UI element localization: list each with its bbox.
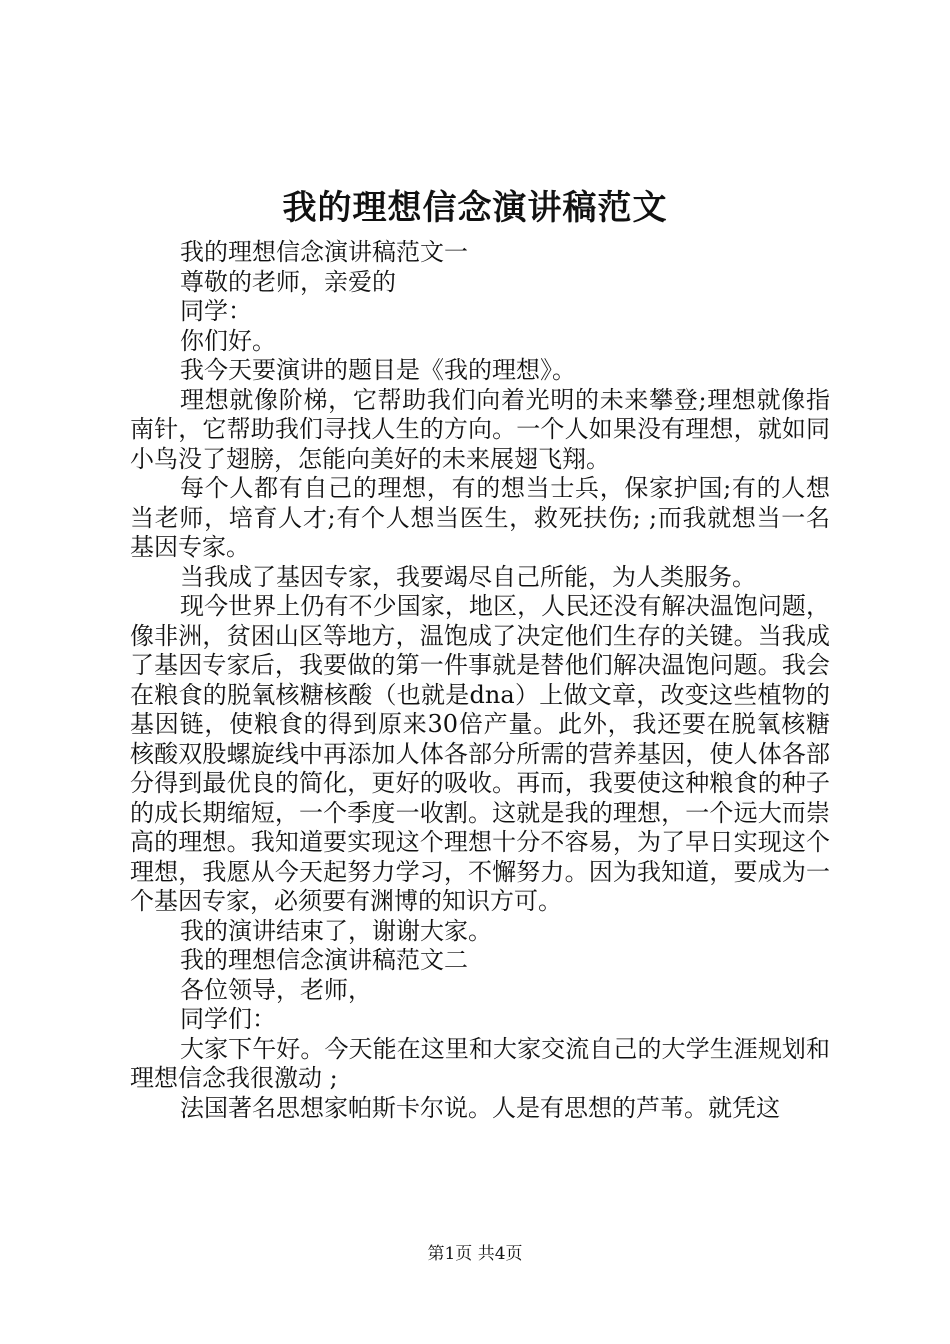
document-title: 我的理想信念演讲稿范文 (282, 188, 668, 228)
paragraph: 每个人都有自己的理想，有的想当士兵，保家护国;有的人想当老师，培育人才;有个人想当医生，救死扶伤; ;而我就想当一名基因专家。 (130, 474, 830, 561)
paragraph: 大家下午好。今天能在这里和大家交流自己的大学生涯规划和理想信念我很激动 ; (130, 1034, 830, 1092)
page-number-footer: 第1页 共4页 (427, 1244, 523, 1264)
paragraph: 你们好。 (180, 326, 276, 355)
paragraph: 理想就像阶梯，它帮助我们向着光明的未来攀登;理想就像指南针，它帮助我们寻找人生的方向。一个人如果没有理想，就如同小鸟没了翅膀，怎能向美好的未来展翅飞翔。 (130, 385, 830, 473)
paragraph: 我的理想信念演讲稿范文一 (180, 238, 468, 266)
paragraph: 我今天要演讲的题目是《我的理想》。 (180, 356, 576, 384)
paragraph: 现今世界上仍有不少国家，地区，人民还没有解决温饱问题，像非洲，贫困山区等地方，温饱成了决定他们生存的关键。当我成了基因专家后，我要做的第一件事就是替他们解决温饱问题。我会在粮食的脱氧核糖核酸（也就是dna）上做文章，改变这些植物的基因链，使粮食的得到原来30倍产量。此外，我还要在脱氧核糖核酸双股螺旋线中再添加人体各部分所需的营养基因，使人体各部分得到最优良的简化，更好的吸收。再而，我要使这种粮食的种子的成长期缩短，一个季度一收割。这就是我的理想，一个远大而崇高的理想。我知道要实现这个理想十分不容易，为了早日实现这个理想，我愿从今天起努力学习，不懈努力。因为我知道，要成为一个基因专家，必须要有渊博的知识方可。 (130, 592, 830, 915)
paragraph: 尊敬的老师，亲爱的 (180, 267, 396, 296)
paragraph: 当我成了基因专家，我要竭尽自己所能，为人类服务。 (180, 562, 756, 591)
paragraph: 同学们： (180, 1005, 276, 1033)
paragraph: 同学： (180, 297, 252, 325)
document-body (130, 238, 830, 1123)
paragraph: 各位领导，老师， (180, 975, 372, 1004)
paragraph: 我的演讲结束了，谢谢大家。 (180, 916, 492, 945)
paragraph: 我的理想信念演讲稿范文二 (180, 946, 468, 974)
paragraph: 法国著名思想家帕斯卡尔说。人是有思想的芦苇。就凭这 (180, 1093, 780, 1122)
